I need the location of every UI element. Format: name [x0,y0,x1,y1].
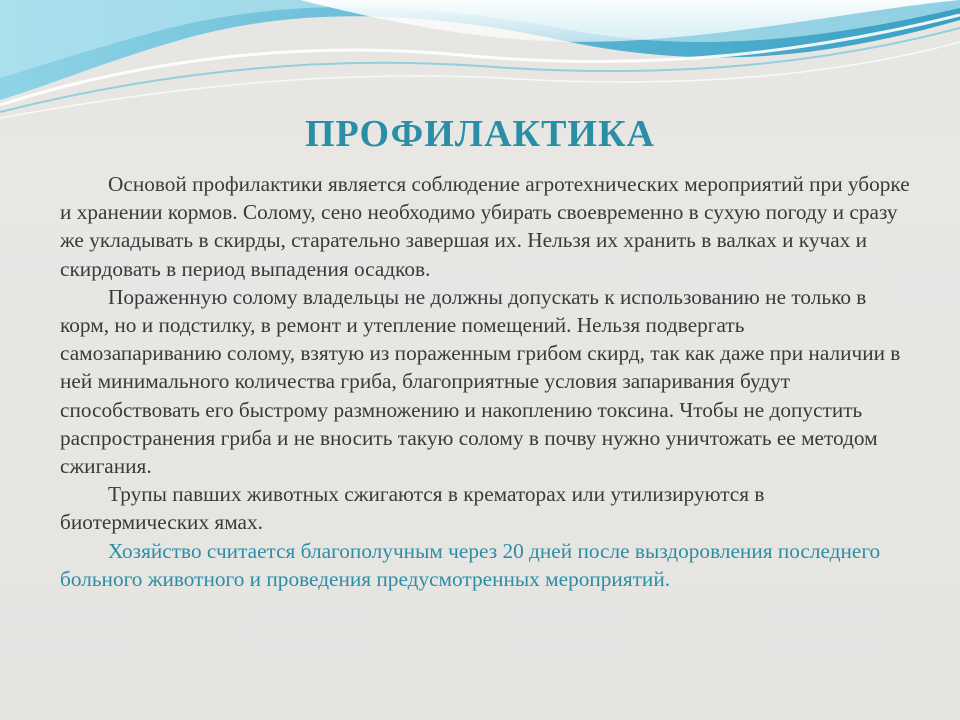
slide-body [60,170,910,593]
paragraph-agrotechnical: Основой профилактики является соблюдение агротехнических мероприятий при уборке и хранении кормов. Солому, сено необходимо убирать своевременно в сухую погоду и сразу же укладывать в скирды, старательно завершая их. Нельзя их хранить в валках и кучах и скирдовать в период выпадения осадков. [60,172,910,281]
paragraph-carcasses: Трупы павших животных сжигаются в крематорах или утилизируются в биотермических ямах. [60,482,765,535]
paragraph-affected-straw: Пораженную солому владельцы не должны допускать к использованию не только в корм, но и подстилку, в ремонт и утепление помещений. Нельзя подвергать самозапариванию солому, взятую из пораженным грибом скирд, так как даже при наличии в ней минимального количества гриба, благоприятные условия запаривания будут способствовать его быстрому размножению и накоплению токсина. Чтобы не допустить распространения гриба и не вносить такую солому в почву нужно уничтожать ее методом сжигания. [60,284,901,479]
paragraph-farm-status: Хозяйство считается благополучным через 20 дней после выздоровления последнего больного животного и проведения предусмотренных мероприятий. [60,538,881,591]
slide-title: ПРОФИЛАКТИКА [305,113,655,155]
wave-decoration [0,0,960,130]
